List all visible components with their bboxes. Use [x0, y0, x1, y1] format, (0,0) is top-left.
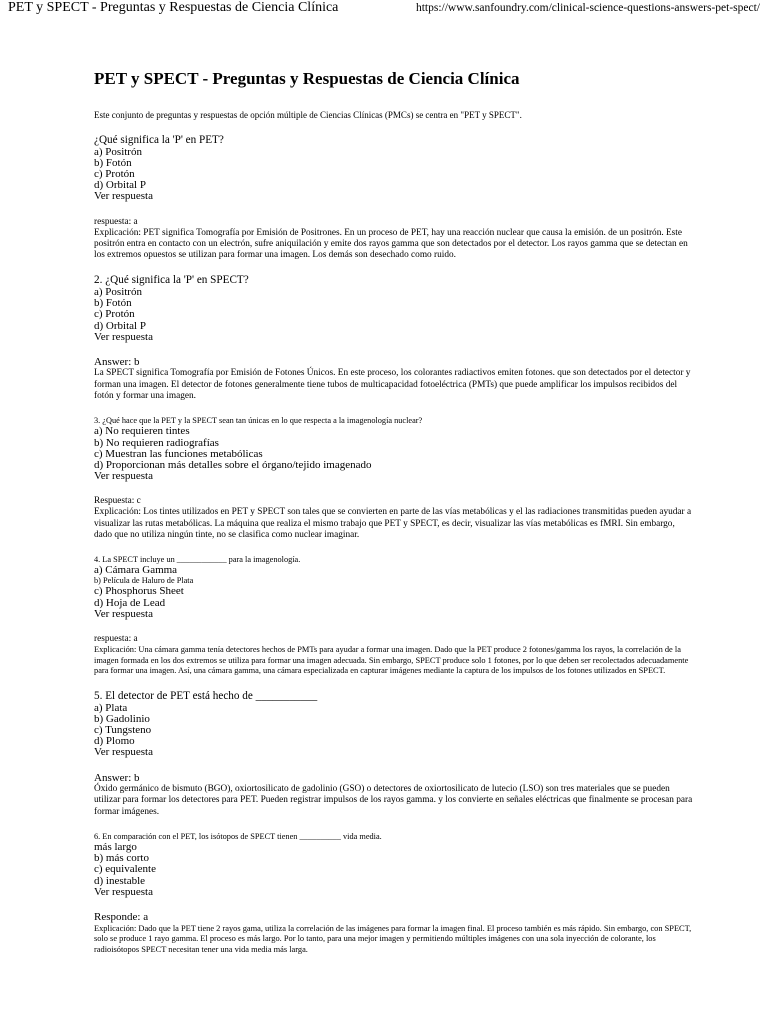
- option-c: c) Protón: [94, 167, 135, 180]
- option-d: d) Plomo: [94, 735, 135, 748]
- print-header: [0, 0, 768, 30]
- show-answer-link[interactable]: Ver respuesta: [94, 746, 153, 759]
- question-1: [94, 135, 694, 261]
- header-title: PET y SPECT - Preguntas y Respuestas de Ciencia Clínica: [8, 0, 339, 15]
- question-text: 2. ¿Qué significa la 'P' en SPECT?: [94, 274, 249, 287]
- intro-text: Este conjunto de preguntas y respuestas de opción múltiple de Ciencias Clínicas (PMCs) se centra en "PET y SPECT".: [94, 110, 522, 120]
- explanation-text: Explicación: Dado que la PET tiene 2 rayos gama, utiliza la correlación de las imágenes para formar la imagen final. El proceso también es más rápido. Sin embargo, con SPECT, solo se produce 1 rayo gamma. El proceso es más largo. Por lo tanto, para una mejor imagen y permitiendo múltiples imágenes con una sola inyección de colorante, los radioisótopos SPECT necesitan tener una vida media más larga.: [94, 923, 692, 954]
- question-4: [94, 555, 694, 677]
- question-text: 4. La SPECT incluye un ____________ para la imagenología.: [94, 555, 301, 565]
- answer-text: Answer: b: [94, 771, 140, 784]
- option-a: a) Plata: [94, 701, 128, 714]
- option-a: a) Cámara Gamma: [94, 564, 178, 577]
- option-d: d) Orbital P: [94, 319, 146, 332]
- explanation-text: Explicación: Los tintes utilizados en PET y SPECT son tales que se convierten en parte de las vías metabólicas y el las radiaciones transmitidas pueden ayudar a visualizar las rutas metabólicas. La máquina que realiza el mismo trabajo que PET y SPECT, es decir, visualizar las vías metabólicas es fMRI. Sin embargo, dado que no utiliza ningún tinte, no se clasifica como nuclear imaginar.: [94, 507, 692, 540]
- page-title: PET y SPECT - Preguntas y Respuestas de Ciencia Clínica: [94, 69, 520, 88]
- question-2: [94, 275, 694, 402]
- explanation-text: La SPECT significa Tomografía por Emisión de Fotones Únicos. En este proceso, los colorantes radiactivos emiten fotones. que son detectados por el detector y forman una imagen. El detector de fotones generalmente tiene tubos de multicapacidad fotoeléctrica (PMTs) que puede amplificar los impulsos recibidos del fotón y formar una imagen.: [94, 368, 691, 402]
- option-c: c) Phosphorus Sheet: [94, 585, 184, 598]
- option-b: b) Fotón: [94, 297, 132, 310]
- question-5: [94, 691, 694, 818]
- answer-text: Respuesta: c: [94, 496, 141, 507]
- option-a: a) No requieren tintes: [94, 425, 190, 438]
- question-text: 3. ¿Qué hace que la PET y la SPECT sean tan únicas en lo que respecta a la imagenología nuclear?: [94, 416, 423, 426]
- answer-text: Responde: a: [94, 911, 149, 924]
- option-b: b) No requieren radiografías: [94, 436, 219, 449]
- option-a: más largo: [94, 841, 137, 854]
- option-b: b) Gadolinio: [94, 712, 150, 725]
- option-c: c) Muestran las funciones metabólicas: [94, 447, 263, 460]
- show-answer-link[interactable]: Ver respuesta: [94, 607, 153, 620]
- option-a: a) Positrón: [94, 145, 142, 158]
- question-text: 6. En comparación con el PET, los isótopos de SPECT tienen __________ vida media.: [94, 832, 382, 842]
- show-answer-link[interactable]: Ver respuesta: [94, 885, 153, 898]
- question-3: [94, 416, 694, 541]
- option-d: d) Proporcionan más detalles sobre el órgano/tejido imagenado: [94, 458, 372, 471]
- option-b: b) Película de Haluro de Plata: [94, 576, 194, 586]
- question-text: ¿Qué significa la 'P' en PET?: [94, 134, 224, 146]
- show-answer-link[interactable]: Ver respuesta: [94, 330, 153, 343]
- option-b: b) Fotón: [94, 156, 132, 169]
- show-answer-link[interactable]: Ver respuesta: [94, 190, 153, 203]
- option-d: d) Orbital P: [94, 179, 146, 192]
- answer-text: Answer: b: [94, 355, 140, 368]
- explanation-text: Explicación: PET significa Tomografía por Emisión de Positrones. En un proceso de PET, hay una reacción nuclear que causa la emisión. de un positrón. Este positrón entra en contacto con un electrón, sufre aniquilación y emite dos rayos gamma que son detectados por el detector. Los rayos gamma que se detectan en los extremos opuestos se utilizan para formar una imagen. Los demás son desechado como ruido.: [94, 227, 688, 261]
- option-c: c) Tungsteno: [94, 724, 152, 737]
- question-6: [94, 832, 694, 956]
- option-a: a) Positrón: [94, 285, 142, 298]
- option-d: d) Hoja de Lead: [94, 596, 166, 609]
- option-c: c) equivalente: [94, 863, 156, 876]
- explanation-text: Explicación: Una cámara gamma tenía detectores hechos de PMTs para ayudar a formar una imagen. Dado que la PET produce 2 fotones/gamma los rayos, la correlación de la imagen formada en los dos extremos se utiliza para formar una imagen adecuada. Sin embargo, SPECT produce solo 1 fotones, por lo que deben ser recolectados adecuadamente para formar una imagen. Así, una cámara gamma, una cámara especializada en capturar imágenes mediante la captura de los impulsos de los fotones utilizados en SPECT.: [94, 645, 689, 676]
- answer-text: respuesta: a: [94, 634, 138, 645]
- option-b: b) más corto: [94, 852, 149, 865]
- header-url[interactable]: https://www.sanfoundry.com/clinical-science-questions-answers-pet-spect/: [415, 2, 760, 14]
- show-answer-link[interactable]: Ver respuesta: [94, 470, 153, 483]
- question-text: 5. El detector de PET está hecho de ___________: [94, 690, 318, 703]
- answer-text: respuesta: a: [94, 216, 138, 227]
- option-d: d) inestable: [94, 874, 146, 887]
- explanation-text: Óxido germánico de bismuto (BGO), oxiortosilicato de gadolinio (GSO) o detectores de oxiortosilicato de lutecio (LSO) son tres materiales que se pueden utilizar para formar los detectores para PET. Pueden registrar impulsos de los rayos gamma. y los convierte en señales eléctricas que finalmente se procesan para formar imágenes.: [94, 784, 693, 817]
- document-page: [94, 68, 694, 970]
- option-c: c) Protón: [94, 308, 135, 321]
